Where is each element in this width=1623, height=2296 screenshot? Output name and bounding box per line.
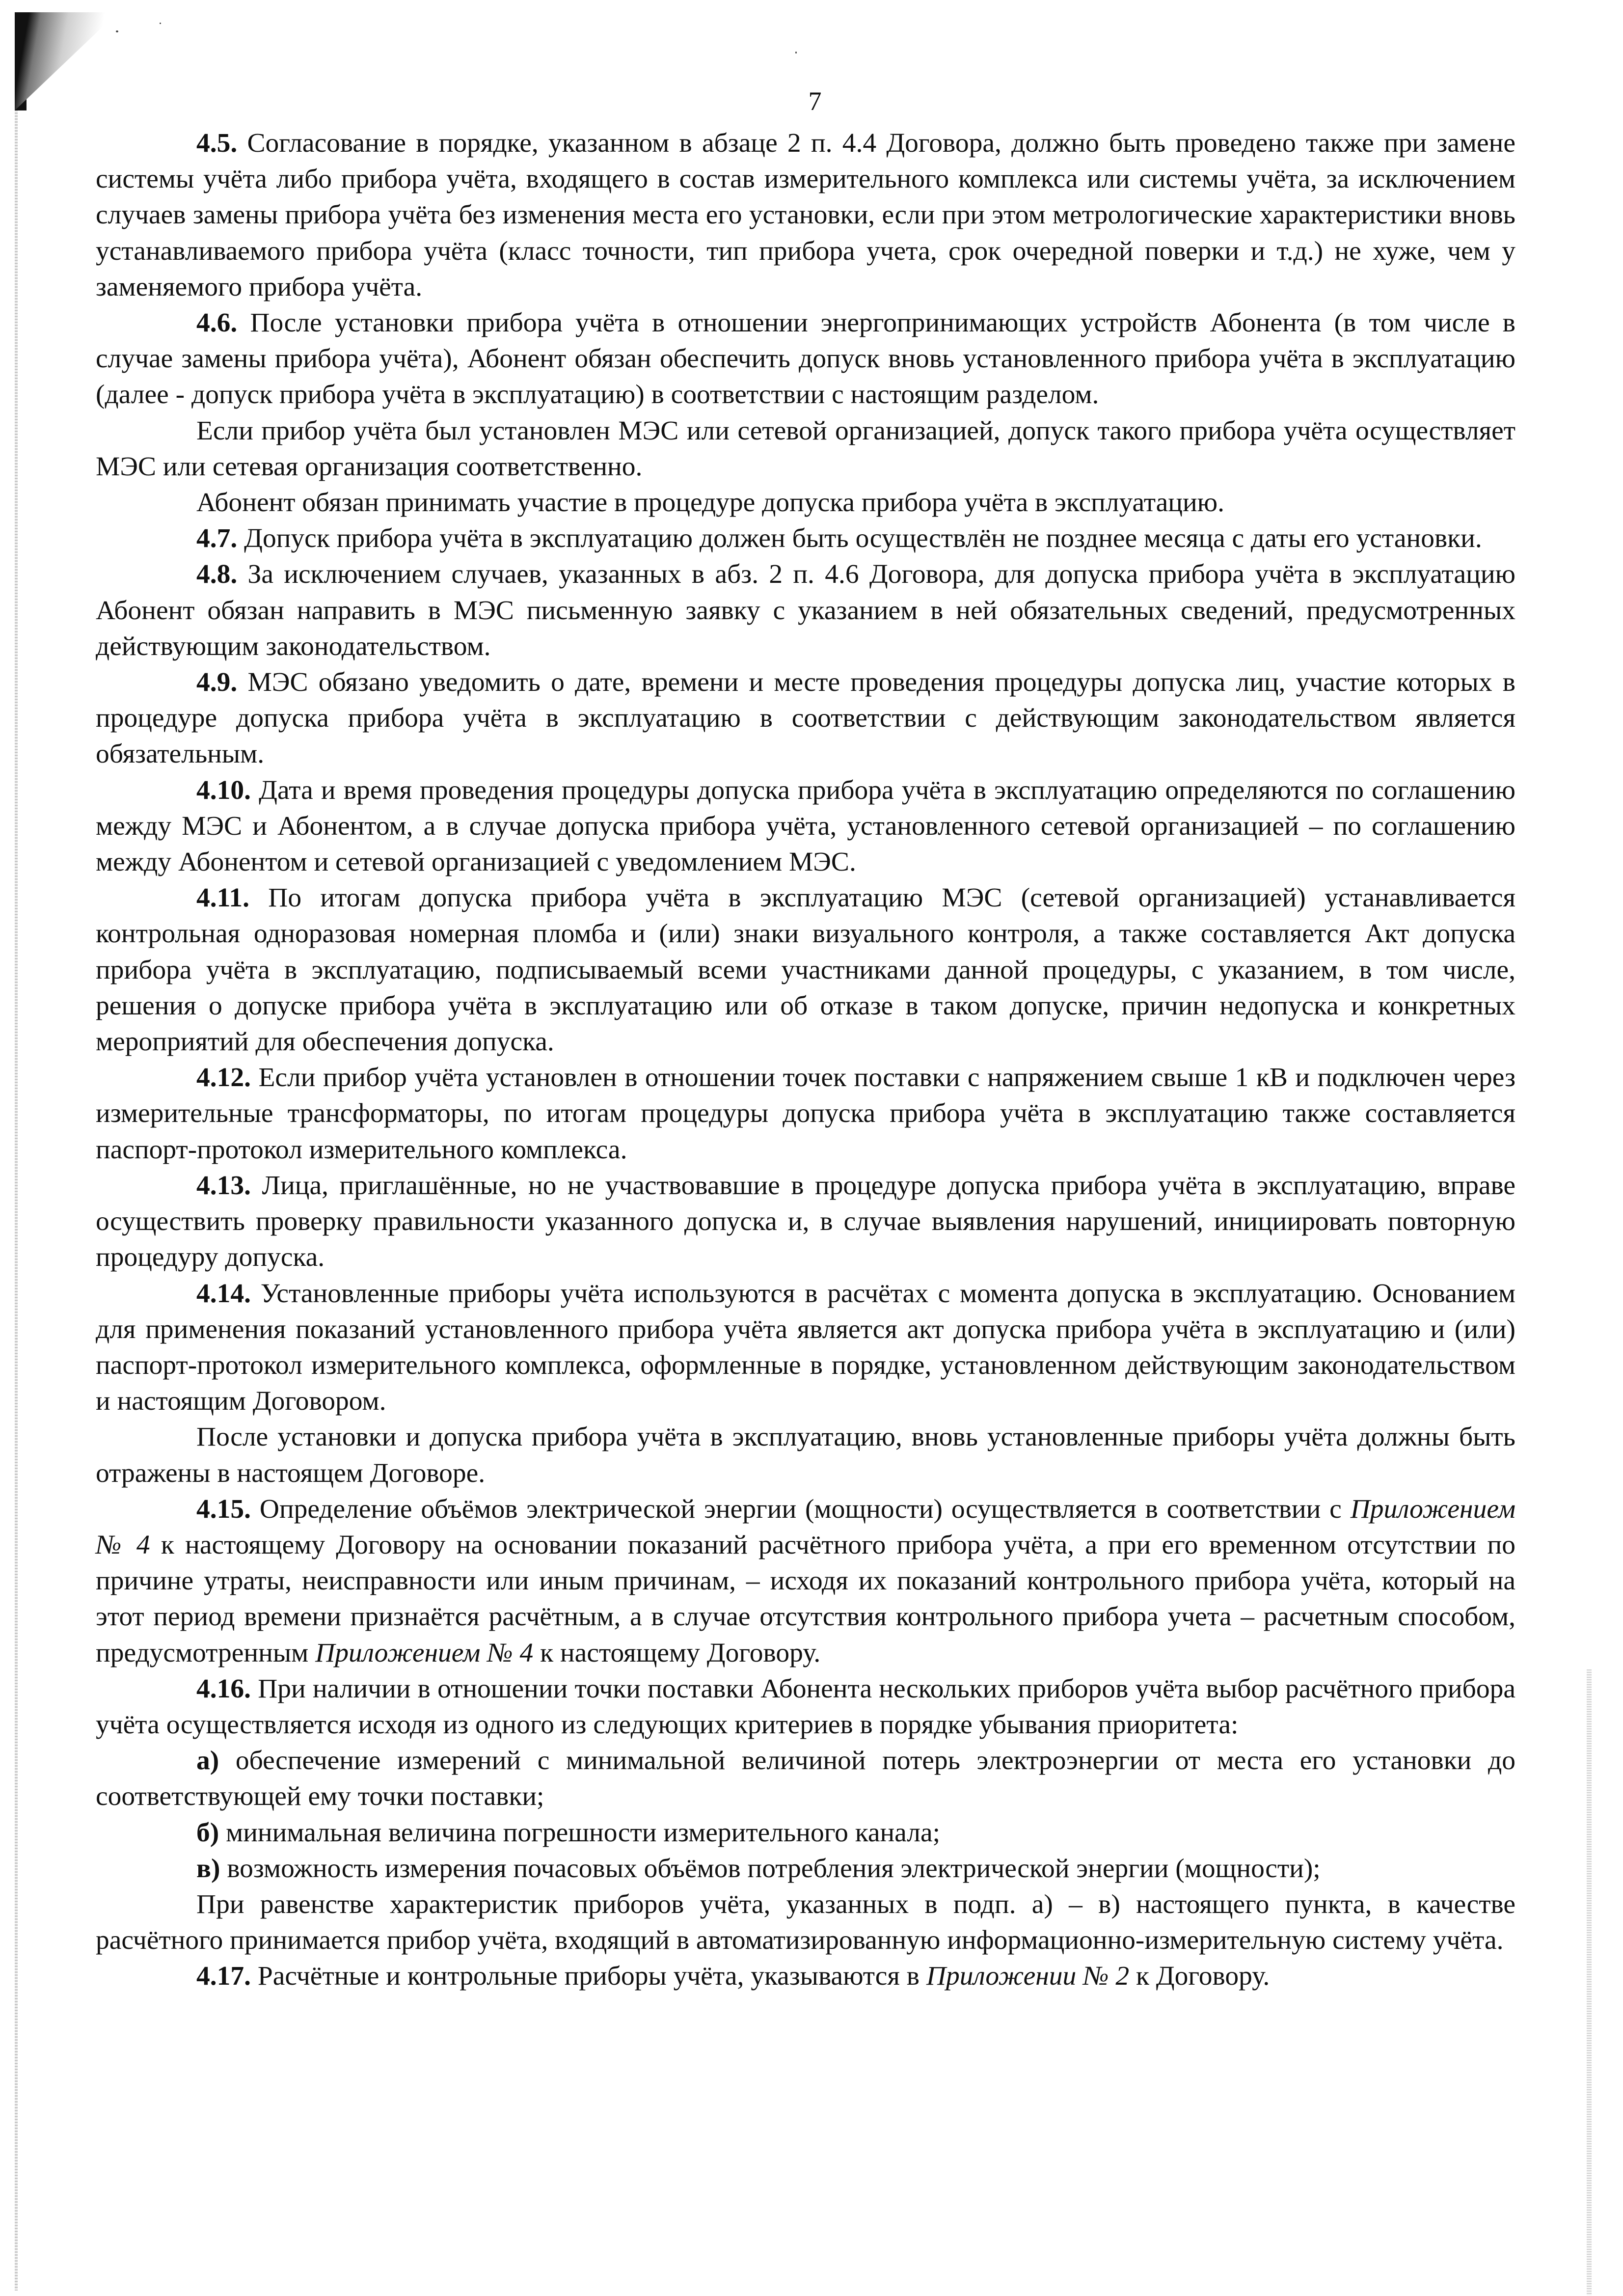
clause-paragraph — [96, 1671, 1515, 1743]
clause-number: 4.13. — [196, 1170, 251, 1201]
clause-text: Если прибор учёта установлен в отношении точек поставки с напряжением свыше 1 кВ и подключен через измерительные трансформаторы, по итогам процедуры допуска прибора учёта в эксплуатацию также составляется паспорт-протокол измерительного комплекса. — [96, 1063, 1515, 1165]
clause-number: 4.7. — [196, 523, 238, 554]
clause-text: По итогам допуска прибора учёта в эксплуатацию МЭС (сетевой организацией) устанавливается контрольная одноразовая номерная пломба и (или) знаки визуального контроля, а также составляется Акт допуска прибора учёта в эксплуатацию, подписываемый всеми участниками данной процедуры, с указанием, в том числе, решения о допуске прибора учёта в эксплуатацию или об отказе в таком допуске, причин недопуска и конкретных мероприятий для обеспечения допуска. — [96, 883, 1515, 1057]
appendix-reference: Приложением № 4 — [315, 1638, 534, 1668]
clause-text: При наличии в отношении точки поставки Абонента нескольких приборов учёта выбор расчётного прибора учёта осуществляется исходя из одного из следующих критериев в порядке убывания приоритета: — [96, 1673, 1515, 1740]
clause-text: После установки прибора учёта в отношении энергопринимающих устройств Абонента (в том числе в случае замены прибора учёта), Абонент обязан обеспечить допуск вновь установленного прибора учёта в эксплуатацию (далее - допуск прибора учёта в эксплуатацию) в соответствии с настоящим разделом. — [96, 308, 1515, 410]
clause-text: Лица, приглашённые, но не участвовавшие в процедуре допуска прибора учёта в эксплуатацию, вправе осуществить проверку правильности указанного допуска и, в случае выявления нарушений, инициировать повторную процедуру допуска. — [96, 1170, 1515, 1273]
clause-text: При равенстве характеристик приборов учёта, указанных в подп. а) – в) настоящего пункта, в качестве расчётного принимается прибор учёта, входящий в автоматизированную информационно-измерительную систему учёта. — [96, 1889, 1515, 1956]
clause-paragraph — [96, 1276, 1515, 1420]
clause-paragraph — [96, 520, 1515, 556]
clause-paragraph — [96, 1491, 1515, 1671]
clause-number: 4.9. — [196, 667, 238, 698]
clause-text: к Договору. — [1129, 1961, 1270, 1992]
clause-number: 4.15. — [196, 1494, 251, 1524]
clause-paragraph — [96, 1060, 1515, 1168]
clause-text: Определение объёмов электрической энергии (мощности) осуществляется в соответствии с — [251, 1494, 1351, 1524]
appendix-reference: Приложении № 2 — [926, 1961, 1130, 1992]
clause-text: МЭС обязано уведомить о дате, времени и месте проведения процедуры допуска лиц, участие которых в процедуре допуска прибора учёта в эксплуатацию в соответствии с действующим законодательством является обязательным. — [96, 667, 1515, 769]
clause-number: 4.5. — [196, 128, 238, 158]
clause-text: Установленные приборы учёта используются в расчётах с момента допуска в эксплуатацию. Основанием для применения показаний установленного прибора учёта является акт допуска прибора учёта в эксплуатацию и (или) паспорт-протокол измерительного комплекса, оформленные в порядке, установленном действующим законодательством и настоящим Договором. — [96, 1278, 1515, 1417]
clause-paragraph — [96, 125, 1515, 305]
clause-paragraph — [96, 1743, 1515, 1814]
clause-paragraph — [96, 305, 1515, 413]
clause-paragraph — [96, 1168, 1515, 1276]
clause-number: 4.11. — [196, 883, 249, 913]
clause-paragraph — [96, 413, 1515, 485]
clause-text: Если прибор учёта был установлен МЭС или сетевой организацией, допуск такого прибора учёта осуществляет МЭС или сетевая организация соответственно. — [96, 415, 1515, 482]
scan-corner-shadow — [15, 12, 118, 110]
scan-right-line — [1587, 1669, 1592, 2296]
clause-paragraph — [96, 880, 1515, 1060]
clause-number: 4.14. — [196, 1278, 251, 1309]
clause-text: Допуск прибора учёта в эксплуатацию должен быть осуществлён не позднее месяца с даты его установки. — [237, 523, 1482, 554]
clause-number: 4.17. — [196, 1961, 251, 1992]
clause-paragraph — [96, 1851, 1515, 1886]
clause-text: возможность измерения почасовых объёмов потребления электрической энергии (мощности); — [220, 1853, 1321, 1884]
scan-speck — [116, 30, 118, 32]
clause-number: б) — [196, 1817, 219, 1848]
clause-text: Абонент обязан принимать участие в процедуре допуска прибора учёта в эксплуатацию. — [196, 488, 1225, 518]
clause-paragraph — [96, 1419, 1515, 1491]
appendix-reference: Приложением № 4 — [96, 1494, 1515, 1560]
clause-text: к настоящему Договору. — [533, 1638, 821, 1668]
clause-number: 4.16. — [196, 1673, 251, 1704]
clause-text: За исключением случаев, указанных в абз. 2 п. 4.6 Договора, для допуска прибора учёта в эксплуатацию Абонент обязан направить в МЭС письменную заявку с указанием в ней обязательных сведений, предусмотренных действующим законодательством. — [96, 559, 1515, 661]
clause-paragraph — [96, 1958, 1515, 1994]
clause-number: а) — [196, 1746, 219, 1776]
clause-paragraph — [96, 1815, 1515, 1851]
clause-number: 4.10. — [196, 775, 251, 805]
clause-text: обеспечение измерений с минимальной величиной потерь электроэнергии от места его установки до соответствующей ему точки поставки; — [96, 1746, 1515, 1812]
clause-number: в) — [196, 1853, 220, 1884]
clause-paragraph — [96, 485, 1515, 520]
clause-number: 4.8. — [196, 559, 238, 590]
scan-left-edge — [15, 12, 18, 2291]
clause-text: к настоящему Договору на основании показаний расчётного прибора учёта, а при его временном отсутствии по причине утраты, неисправности или иным причинам, – исходя их показаний контрольного прибора учёта, который на этот период времени признаётся расчётным, а в случае отсутствия контрольного прибора учета – расчетным способом, предусмотренным — [96, 1530, 1515, 1668]
clause-text: Дата и время проведения процедуры допуска прибора учёта в эксплуатацию определяются по соглашению между МЭС и Абонентом, а в случае допуска прибора учёта, установленного сетевой организацией – по соглашению между Абонентом и сетевой организацией с уведомлением МЭС. — [96, 775, 1515, 877]
scan-speck — [795, 52, 797, 54]
clause-text: После установки и допуска прибора учёта в эксплуатацию, вновь установленные приборы учёта должны быть отражены в настоящем Договоре. — [96, 1422, 1515, 1488]
page-number: 7 — [808, 86, 822, 116]
contract-body — [96, 125, 1515, 1995]
clause-text: Расчётные и контрольные приборы учёта, указываются в — [251, 1961, 926, 1992]
clause-paragraph — [96, 664, 1515, 772]
clause-text: Согласование в порядке, указанном в абзаце 2 п. 4.4 Договора, должно быть проведено также при замене системы учёта либо прибора учёта, входящего в состав измерительного комплекса или системы учёта, за исключением случаев замены прибора учёта без изменения места его установки, если при этом метрологические характеристики вновь устанавливаемого прибора учёта (класс точности, тип прибора учета, срок очередной поверки и т.д.) не хуже, чем у заменяемого прибора учёта. — [96, 128, 1515, 302]
clause-number: 4.12. — [196, 1063, 251, 1093]
clause-paragraph — [96, 772, 1515, 880]
clause-text: минимальная величина погрешности измерительного канала; — [219, 1817, 941, 1848]
clause-paragraph — [96, 556, 1515, 664]
clause-paragraph — [96, 1886, 1515, 1958]
scan-speck — [160, 23, 161, 24]
clause-number: 4.6. — [196, 308, 238, 338]
